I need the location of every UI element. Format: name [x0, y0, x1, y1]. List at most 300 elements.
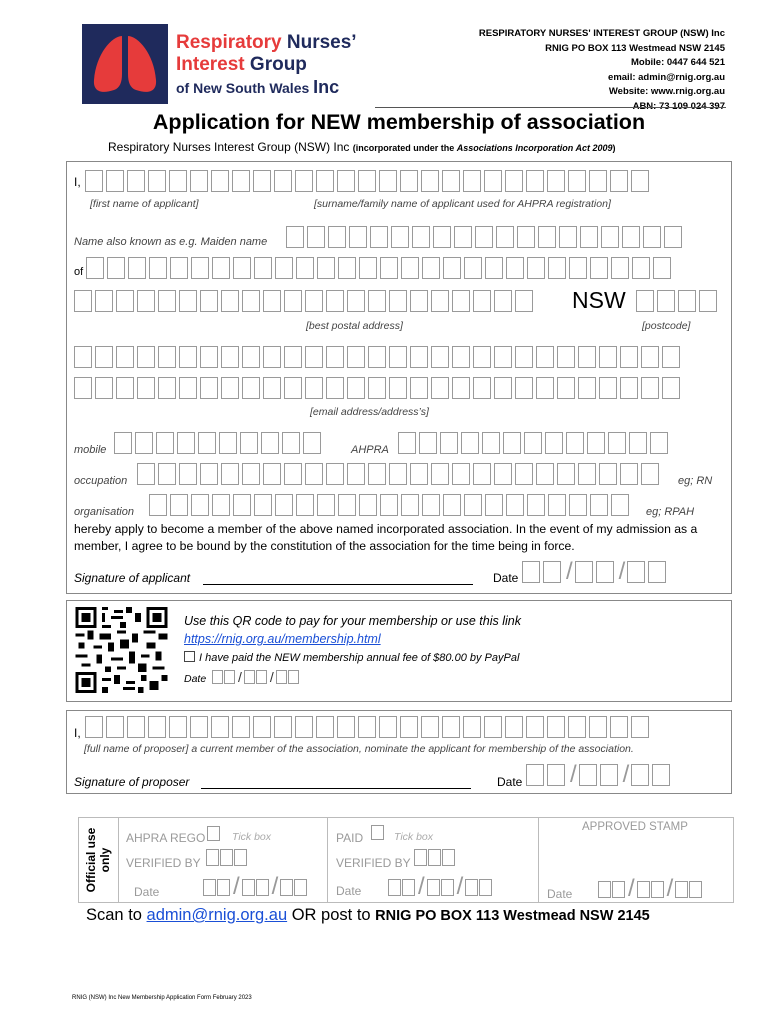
char-box[interactable]: [473, 377, 491, 399]
char-box[interactable]: [578, 463, 596, 485]
char-box[interactable]: [326, 346, 344, 368]
char-box[interactable]: [503, 432, 521, 454]
char-box[interactable]: [221, 346, 239, 368]
proposer-date-boxes[interactable]: / /: [526, 764, 673, 786]
char-box[interactable]: [149, 494, 167, 516]
char-box[interactable]: [253, 170, 271, 192]
char-box[interactable]: [347, 346, 365, 368]
qr-instruction: Use this QR code to pay for your membership or use this link: [184, 614, 521, 628]
char-box[interactable]: [547, 170, 565, 192]
char-box[interactable]: [305, 346, 323, 368]
char-box[interactable]: [641, 346, 659, 368]
char-box[interactable]: [536, 377, 554, 399]
char-box[interactable]: [74, 377, 92, 399]
char-box[interactable]: [599, 377, 617, 399]
char-box[interactable]: [295, 170, 313, 192]
verified-by-boxes[interactable]: [414, 849, 456, 866]
char-box[interactable]: [179, 377, 197, 399]
char-box[interactable]: [179, 463, 197, 485]
char-box[interactable]: [284, 290, 302, 312]
char-box[interactable]: [568, 170, 586, 192]
official-date-boxes[interactable]: / /: [598, 879, 703, 899]
char-box[interactable]: [358, 170, 376, 192]
lungs-logo-icon: [82, 24, 168, 104]
official-date-boxes[interactable]: / /: [388, 877, 493, 897]
membership-link[interactable]: https://rnig.org.au/membership.html: [184, 632, 381, 646]
char-box[interactable]: [431, 346, 449, 368]
proposer-date-label: Date: [497, 775, 523, 789]
char-box[interactable]: [569, 494, 587, 516]
char-box[interactable]: [263, 290, 281, 312]
char-box[interactable]: [85, 170, 103, 192]
char-box[interactable]: [116, 290, 134, 312]
char-box[interactable]: [158, 346, 176, 368]
char-box[interactable]: [380, 257, 398, 279]
char-box[interactable]: [629, 432, 647, 454]
char-box[interactable]: [233, 257, 251, 279]
ahpra-boxes[interactable]: [398, 432, 671, 454]
char-box[interactable]: [74, 290, 92, 312]
char-box[interactable]: [389, 463, 407, 485]
char-box[interactable]: [232, 170, 250, 192]
char-box[interactable]: [641, 377, 659, 399]
char-box[interactable]: [191, 494, 209, 516]
char-box[interactable]: [169, 716, 187, 738]
char-box[interactable]: [464, 257, 482, 279]
char-box[interactable]: [296, 257, 314, 279]
char-box[interactable]: [305, 377, 323, 399]
char-box[interactable]: [506, 494, 524, 516]
char-box[interactable]: [127, 170, 145, 192]
po-box: RNIG PO BOX 113 Westmead NSW 2145: [545, 42, 725, 54]
char-box[interactable]: [517, 226, 535, 248]
applicant-signature-label: Signature of applicant: [74, 571, 191, 585]
occupation-label: occupation: [74, 475, 128, 487]
char-box[interactable]: [338, 494, 356, 516]
char-box[interactable]: [580, 226, 598, 248]
occupation-boxes[interactable]: [137, 463, 662, 485]
char-box[interactable]: [421, 716, 439, 738]
char-box[interactable]: [494, 290, 512, 312]
char-box[interactable]: [590, 494, 608, 516]
char-box[interactable]: [274, 716, 292, 738]
page-title: Application for NEW membership of association: [152, 110, 646, 134]
char-box[interactable]: [275, 257, 293, 279]
submit-instruction: [86, 906, 650, 925]
char-box[interactable]: [515, 377, 533, 399]
char-box[interactable]: [127, 716, 145, 738]
char-box[interactable]: [557, 346, 575, 368]
char-box[interactable]: [494, 377, 512, 399]
char-box[interactable]: [494, 463, 512, 485]
char-box[interactable]: [317, 257, 335, 279]
applicant-name-boxes[interactable]: [85, 170, 652, 192]
char-box[interactable]: [296, 494, 314, 516]
char-box[interactable]: [95, 346, 113, 368]
char-box[interactable]: [506, 257, 524, 279]
char-box[interactable]: [328, 226, 346, 248]
char-box[interactable]: [261, 432, 279, 454]
char-box[interactable]: [566, 432, 584, 454]
char-box[interactable]: [106, 716, 124, 738]
char-box[interactable]: [442, 170, 460, 192]
char-box[interactable]: [608, 432, 626, 454]
char-box[interactable]: [379, 716, 397, 738]
char-box[interactable]: [148, 170, 166, 192]
char-box[interactable]: [242, 290, 260, 312]
char-box[interactable]: [526, 170, 544, 192]
char-box[interactable]: [179, 346, 197, 368]
char-box[interactable]: [473, 346, 491, 368]
char-box[interactable]: [295, 716, 313, 738]
char-box[interactable]: [137, 346, 155, 368]
char-box[interactable]: [568, 716, 586, 738]
char-box[interactable]: [443, 257, 461, 279]
char-box[interactable]: [422, 494, 440, 516]
organisation-boxes[interactable]: [149, 494, 632, 516]
char-box[interactable]: [284, 346, 302, 368]
abn: ABN: 73 109 024 397: [632, 100, 725, 112]
char-box[interactable]: [200, 463, 218, 485]
char-box[interactable]: [305, 290, 323, 312]
char-box[interactable]: [177, 432, 195, 454]
char-box[interactable]: [401, 257, 419, 279]
char-box[interactable]: [284, 463, 302, 485]
official-date-boxes[interactable]: / /: [203, 877, 308, 897]
char-box[interactable]: [631, 170, 649, 192]
char-box[interactable]: [496, 226, 514, 248]
char-box[interactable]: [433, 226, 451, 248]
char-box[interactable]: [317, 494, 335, 516]
char-box[interactable]: [368, 377, 386, 399]
char-box[interactable]: [610, 170, 628, 192]
char-box[interactable]: [156, 432, 174, 454]
char-box[interactable]: [611, 257, 629, 279]
char-box[interactable]: [636, 290, 654, 312]
char-box[interactable]: [473, 463, 491, 485]
char-box[interactable]: [200, 290, 218, 312]
char-box[interactable]: [653, 257, 671, 279]
char-box[interactable]: [410, 290, 428, 312]
char-box[interactable]: [191, 257, 209, 279]
char-box[interactable]: [590, 257, 608, 279]
char-box[interactable]: [622, 226, 640, 248]
char-box[interactable]: [538, 226, 556, 248]
char-box[interactable]: [368, 346, 386, 368]
char-box[interactable]: [359, 257, 377, 279]
char-box[interactable]: [221, 463, 239, 485]
char-box[interactable]: [221, 290, 239, 312]
applicant-signature-line[interactable]: [203, 570, 473, 585]
char-box[interactable]: [699, 290, 717, 312]
char-box[interactable]: [611, 494, 629, 516]
char-box[interactable]: [475, 226, 493, 248]
char-box[interactable]: [114, 432, 132, 454]
char-box[interactable]: [610, 716, 628, 738]
char-box[interactable]: [587, 432, 605, 454]
address-line1-boxes[interactable]: [86, 257, 674, 279]
char-box[interactable]: [589, 716, 607, 738]
char-box[interactable]: [559, 226, 577, 248]
char-box[interactable]: [107, 257, 125, 279]
char-box[interactable]: [485, 494, 503, 516]
char-box[interactable]: [526, 716, 544, 738]
char-box[interactable]: [515, 346, 533, 368]
char-box[interactable]: [200, 377, 218, 399]
char-box[interactable]: [643, 226, 661, 248]
char-box[interactable]: [452, 463, 470, 485]
char-box[interactable]: [452, 377, 470, 399]
char-box[interactable]: [505, 716, 523, 738]
char-box[interactable]: [337, 170, 355, 192]
char-box[interactable]: [169, 170, 187, 192]
char-box[interactable]: [284, 377, 302, 399]
char-box[interactable]: [282, 432, 300, 454]
char-box[interactable]: [326, 377, 344, 399]
char-box[interactable]: [316, 716, 334, 738]
char-box[interactable]: [536, 463, 554, 485]
char-box[interactable]: [170, 494, 188, 516]
char-box[interactable]: [347, 377, 365, 399]
char-box[interactable]: [380, 494, 398, 516]
char-box[interactable]: [263, 377, 281, 399]
email-line1-boxes[interactable]: [74, 346, 683, 368]
char-box[interactable]: [316, 170, 334, 192]
char-box[interactable]: [254, 257, 272, 279]
char-box[interactable]: [106, 170, 124, 192]
char-box[interactable]: [85, 716, 103, 738]
char-box[interactable]: [484, 170, 502, 192]
char-box[interactable]: [641, 463, 659, 485]
char-box[interactable]: [601, 226, 619, 248]
char-box[interactable]: [211, 716, 229, 738]
char-box[interactable]: [678, 290, 696, 312]
char-box[interactable]: [398, 432, 416, 454]
ahpra-rego-checkbox[interactable]: [207, 826, 220, 841]
address-line2-boxes[interactable]: [74, 290, 536, 312]
char-box[interactable]: [368, 463, 386, 485]
char-box[interactable]: [263, 346, 281, 368]
char-box[interactable]: [620, 346, 638, 368]
char-box[interactable]: [305, 463, 323, 485]
char-box[interactable]: [286, 226, 304, 248]
char-box[interactable]: [347, 463, 365, 485]
char-box[interactable]: [198, 432, 216, 454]
char-box[interactable]: [632, 257, 650, 279]
char-box[interactable]: [400, 170, 418, 192]
char-box[interactable]: [401, 494, 419, 516]
char-box[interactable]: [212, 257, 230, 279]
char-box[interactable]: [338, 257, 356, 279]
char-box[interactable]: [95, 377, 113, 399]
paid-checkbox[interactable]: [184, 651, 195, 662]
char-box[interactable]: [190, 170, 208, 192]
char-box[interactable]: [370, 226, 388, 248]
scan-email-link[interactable]: admin@rnig.org.au: [146, 906, 288, 924]
char-box[interactable]: [527, 494, 545, 516]
i-label: I,: [74, 175, 81, 189]
char-box[interactable]: [463, 170, 481, 192]
char-box[interactable]: [219, 432, 237, 454]
char-box[interactable]: [431, 290, 449, 312]
char-box[interactable]: [275, 494, 293, 516]
char-box[interactable]: [482, 432, 500, 454]
char-box[interactable]: [170, 257, 188, 279]
char-box[interactable]: [548, 257, 566, 279]
char-box[interactable]: [128, 257, 146, 279]
char-box[interactable]: [137, 377, 155, 399]
qr-code[interactable]: [75, 607, 168, 693]
char-box[interactable]: [440, 432, 458, 454]
char-box[interactable]: [527, 257, 545, 279]
char-box[interactable]: [515, 463, 533, 485]
char-box[interactable]: [326, 290, 344, 312]
char-box[interactable]: [158, 290, 176, 312]
char-box[interactable]: [422, 257, 440, 279]
char-box[interactable]: [212, 494, 230, 516]
char-box[interactable]: [452, 346, 470, 368]
char-box[interactable]: [274, 170, 292, 192]
char-box[interactable]: [368, 290, 386, 312]
char-box[interactable]: [461, 432, 479, 454]
char-box[interactable]: [599, 463, 617, 485]
char-box[interactable]: [400, 716, 418, 738]
char-box[interactable]: [662, 346, 680, 368]
char-box[interactable]: [379, 170, 397, 192]
char-box[interactable]: [86, 257, 104, 279]
char-box[interactable]: [412, 226, 430, 248]
char-box[interactable]: [662, 377, 680, 399]
char-box[interactable]: [326, 463, 344, 485]
char-box[interactable]: [391, 226, 409, 248]
char-box[interactable]: [240, 432, 258, 454]
char-box[interactable]: [263, 463, 281, 485]
char-box[interactable]: [431, 463, 449, 485]
char-box[interactable]: [190, 716, 208, 738]
char-box[interactable]: [389, 377, 407, 399]
char-box[interactable]: [389, 290, 407, 312]
char-box[interactable]: [410, 377, 428, 399]
char-box[interactable]: [307, 226, 325, 248]
proposer-signature-line[interactable]: [201, 774, 471, 789]
char-box[interactable]: [589, 170, 607, 192]
char-box[interactable]: [349, 226, 367, 248]
char-box[interactable]: [200, 346, 218, 368]
mobile-boxes[interactable]: [114, 432, 324, 454]
char-box[interactable]: [158, 377, 176, 399]
char-box[interactable]: [545, 432, 563, 454]
maiden-name-boxes[interactable]: [286, 226, 685, 248]
char-box[interactable]: [547, 716, 565, 738]
char-box[interactable]: [485, 257, 503, 279]
maiden-name-label: Name also known as e.g. Maiden name: [74, 236, 268, 248]
char-box[interactable]: [253, 716, 271, 738]
char-box[interactable]: [463, 716, 481, 738]
proposer-name-boxes[interactable]: [85, 716, 652, 738]
char-box[interactable]: [149, 257, 167, 279]
char-box[interactable]: [389, 346, 407, 368]
char-box[interactable]: [116, 346, 134, 368]
char-box[interactable]: [232, 716, 250, 738]
char-box[interactable]: [303, 432, 321, 454]
char-box[interactable]: [454, 226, 472, 248]
char-box[interactable]: [211, 170, 229, 192]
payment-date-label: Date: [184, 673, 207, 685]
postcode-boxes[interactable]: [636, 290, 720, 312]
char-box[interactable]: [242, 463, 260, 485]
char-box[interactable]: [620, 377, 638, 399]
char-box[interactable]: [419, 432, 437, 454]
char-box[interactable]: [494, 346, 512, 368]
char-box[interactable]: [505, 170, 523, 192]
char-box[interactable]: [95, 290, 113, 312]
char-box[interactable]: [148, 716, 166, 738]
char-box[interactable]: [599, 346, 617, 368]
char-box[interactable]: [233, 494, 251, 516]
char-box[interactable]: [410, 463, 428, 485]
payment-date-boxes[interactable]: / /: [212, 670, 300, 684]
approved-stamp-label: APPROVED STAMP: [582, 821, 688, 833]
char-box[interactable]: [431, 377, 449, 399]
char-box[interactable]: [137, 290, 155, 312]
char-box[interactable]: [135, 432, 153, 454]
char-box[interactable]: [337, 716, 355, 738]
char-box[interactable]: [650, 432, 668, 454]
char-box[interactable]: [410, 346, 428, 368]
applicant-date-boxes[interactable]: / /: [522, 561, 669, 583]
char-box[interactable]: [452, 290, 470, 312]
char-box[interactable]: [179, 290, 197, 312]
char-box[interactable]: [557, 463, 575, 485]
char-box[interactable]: [242, 346, 260, 368]
char-box[interactable]: [158, 463, 176, 485]
char-box[interactable]: [657, 290, 675, 312]
char-box[interactable]: [548, 494, 566, 516]
verified-by-boxes[interactable]: [206, 849, 248, 866]
char-box[interactable]: [74, 346, 92, 368]
char-box[interactable]: [464, 494, 482, 516]
email-line2-boxes[interactable]: [74, 377, 683, 399]
char-box[interactable]: [578, 346, 596, 368]
org-name: RESPIRATORY NURSES' INTEREST GROUP (NSW) Inc: [478, 28, 725, 39]
char-box[interactable]: [358, 716, 376, 738]
char-box[interactable]: [242, 377, 260, 399]
char-box[interactable]: [347, 290, 365, 312]
char-box[interactable]: [116, 377, 134, 399]
char-box[interactable]: [631, 716, 649, 738]
char-box[interactable]: [620, 463, 638, 485]
char-box[interactable]: [137, 463, 155, 485]
char-box[interactable]: [557, 377, 575, 399]
char-box[interactable]: [484, 716, 502, 738]
char-box[interactable]: [254, 494, 272, 516]
char-box[interactable]: [536, 346, 554, 368]
char-box[interactable]: [524, 432, 542, 454]
char-box[interactable]: [442, 716, 460, 738]
char-box[interactable]: [221, 377, 239, 399]
tick-box-hint: Tick box: [232, 831, 272, 843]
char-box[interactable]: [421, 170, 439, 192]
char-box[interactable]: [473, 290, 491, 312]
paid-official-checkbox[interactable]: [371, 825, 384, 840]
char-box[interactable]: [664, 226, 682, 248]
char-box[interactable]: [569, 257, 587, 279]
char-box[interactable]: [359, 494, 377, 516]
char-box[interactable]: [515, 290, 533, 312]
official-date-label: Date: [134, 885, 160, 899]
char-box[interactable]: [578, 377, 596, 399]
char-box[interactable]: [443, 494, 461, 516]
